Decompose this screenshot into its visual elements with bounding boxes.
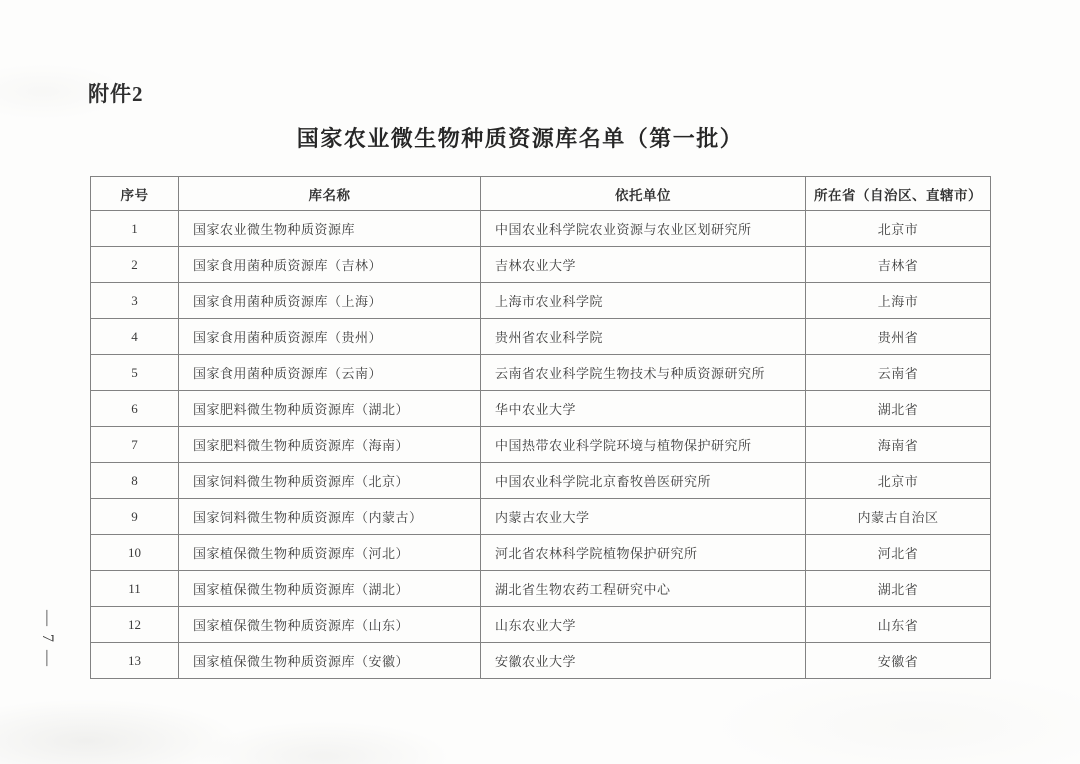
province-cell: 内蒙古自治区	[806, 499, 991, 535]
row-index-cell: 5	[91, 355, 179, 391]
row-index-cell: 13	[91, 643, 179, 679]
header-index: 序号	[91, 177, 179, 211]
row-index-cell: 4	[91, 319, 179, 355]
province-cell: 湖北省	[806, 391, 991, 427]
province-cell: 北京市	[806, 463, 991, 499]
row-index-cell: 10	[91, 535, 179, 571]
bank-name-cell: 国家饲料微生物种质资源库（北京）	[179, 463, 481, 499]
row-index-cell: 12	[91, 607, 179, 643]
row-index-cell: 3	[91, 283, 179, 319]
province-cell: 湖北省	[806, 571, 991, 607]
row-index-cell: 8	[91, 463, 179, 499]
supporting-unit-cell: 湖北省生物农药工程研究中心	[481, 571, 806, 607]
table-body	[91, 211, 991, 679]
province-cell: 河北省	[806, 535, 991, 571]
bank-name-cell: 国家肥料微生物种质资源库（湖北）	[179, 391, 481, 427]
table-row	[91, 535, 991, 571]
table-row	[91, 319, 991, 355]
table-row	[91, 355, 991, 391]
bank-name-cell: 国家食用菌种质资源库（上海）	[179, 283, 481, 319]
supporting-unit-cell: 河北省农林科学院植物保护研究所	[481, 535, 806, 571]
province-cell: 安徽省	[806, 643, 991, 679]
row-index-cell: 6	[91, 391, 179, 427]
table-row	[91, 607, 991, 643]
document-title: 国家农业微生物种质资源库名单（第一批）	[296, 126, 744, 151]
row-index-cell: 11	[91, 571, 179, 607]
table-row	[91, 463, 991, 499]
province-cell: 上海市	[806, 283, 991, 319]
supporting-unit-cell: 云南省农业科学院生物技术与种质资源研究所	[481, 355, 806, 391]
supporting-unit-cell: 内蒙古农业大学	[481, 499, 806, 535]
province-cell: 山东省	[806, 607, 991, 643]
page-number: — 7 —	[39, 610, 56, 668]
bank-name-cell: 国家肥料微生物种质资源库（海南）	[179, 427, 481, 463]
province-cell: 吉林省	[806, 247, 991, 283]
supporting-unit-cell: 中国农业科学院北京畜牧兽医研究所	[481, 463, 806, 499]
supporting-unit-cell: 吉林农业大学	[481, 247, 806, 283]
supporting-unit-cell: 华中农业大学	[481, 391, 806, 427]
bank-name-cell: 国家植保微生物种质资源库（河北）	[179, 535, 481, 571]
row-index-cell: 9	[91, 499, 179, 535]
bank-name-cell: 国家饲料微生物种质资源库（内蒙古）	[179, 499, 481, 535]
table-row	[91, 247, 991, 283]
bank-name-cell: 国家农业微生物种质资源库	[179, 211, 481, 247]
supporting-unit-cell: 中国农业科学院农业资源与农业区划研究所	[481, 211, 806, 247]
bank-name-cell: 国家植保微生物种质资源库（湖北）	[179, 571, 481, 607]
supporting-unit-cell: 安徽农业大学	[481, 643, 806, 679]
attachment-label: 附件2	[88, 82, 144, 106]
bank-name-cell: 国家食用菌种质资源库（吉林）	[179, 247, 481, 283]
bank-name-cell: 国家植保微生物种质资源库（安徽）	[179, 643, 481, 679]
table-row	[91, 211, 991, 247]
table-row	[91, 427, 991, 463]
resource-bank-table	[90, 176, 991, 679]
bank-name-cell: 国家植保微生物种质资源库（山东）	[179, 607, 481, 643]
row-index-cell: 7	[91, 427, 179, 463]
table-row	[91, 283, 991, 319]
province-cell: 北京市	[806, 211, 991, 247]
bank-name-cell: 国家食用菌种质资源库（云南）	[179, 355, 481, 391]
supporting-unit-cell: 山东农业大学	[481, 607, 806, 643]
province-cell: 海南省	[806, 427, 991, 463]
table-header-row	[91, 177, 991, 211]
table-row	[91, 571, 991, 607]
table-row	[91, 643, 991, 679]
row-index-cell: 2	[91, 247, 179, 283]
header-name: 库名称	[179, 177, 481, 211]
bank-name-cell: 国家食用菌种质资源库（贵州）	[179, 319, 481, 355]
header-org: 依托单位	[481, 177, 806, 211]
supporting-unit-cell: 上海市农业科学院	[481, 283, 806, 319]
supporting-unit-cell: 贵州省农业科学院	[481, 319, 806, 355]
table-row	[91, 391, 991, 427]
row-index-cell: 1	[91, 211, 179, 247]
province-cell: 贵州省	[806, 319, 991, 355]
table-row	[91, 499, 991, 535]
province-cell: 云南省	[806, 355, 991, 391]
supporting-unit-cell: 中国热带农业科学院环境与植物保护研究所	[481, 427, 806, 463]
header-province: 所在省（自治区、直辖市）	[806, 177, 991, 211]
